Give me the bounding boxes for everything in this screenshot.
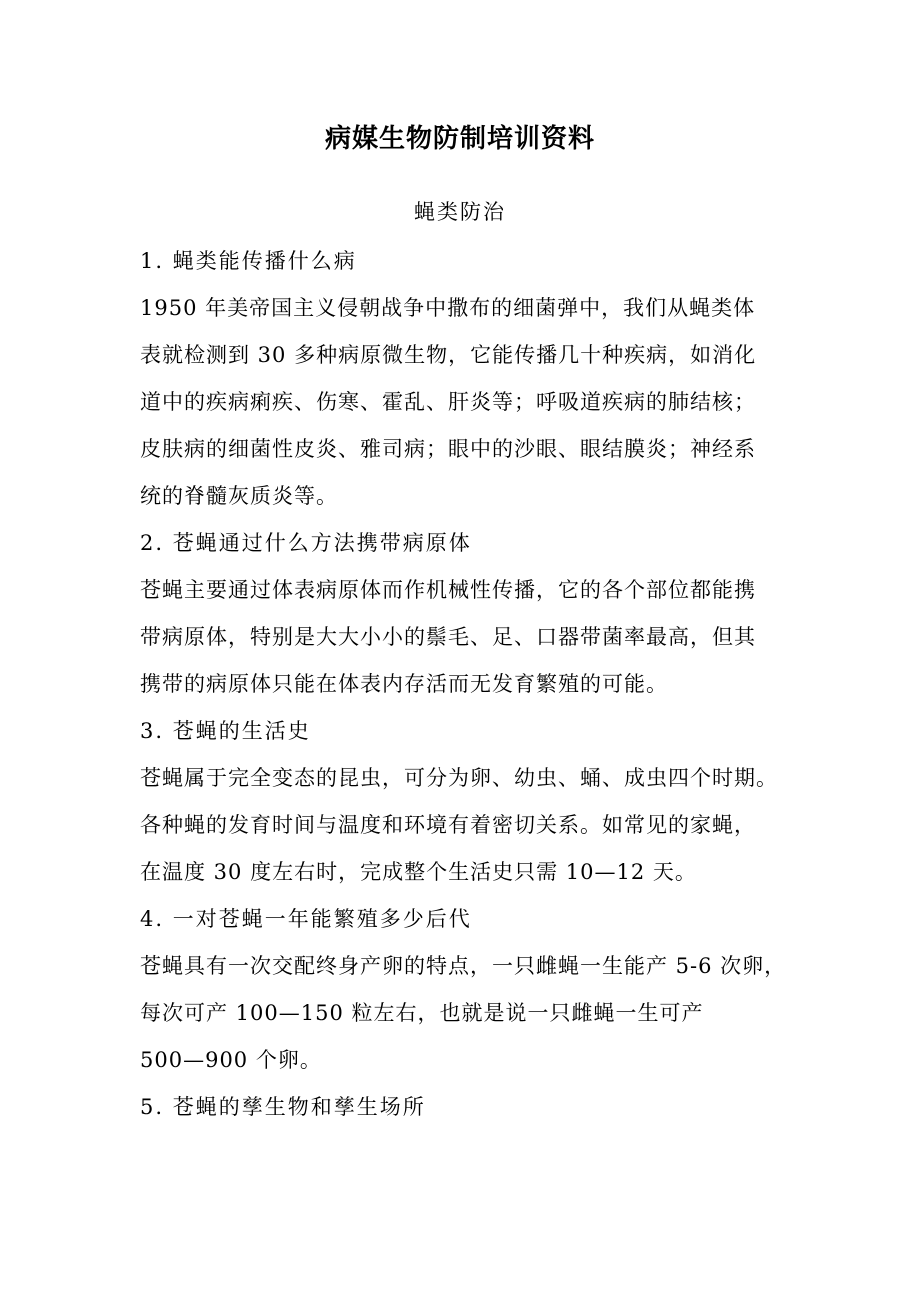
paragraph-line: 带病原体，特别是大大小小的鬃毛、足、口器带菌率最高，但其 [140, 625, 756, 649]
question-heading-1: 1. 蝇类能传播什么病 [140, 249, 357, 273]
paragraph-line: 苍蝇主要通过体表病原体而作机械性传播，它的各个部位都能携 [140, 578, 756, 602]
paragraph-line: 皮肤病的细菌性皮炎、雅司病；眼中的沙眼、眼结膜炎；神经系 [140, 437, 756, 461]
paragraph-line: 苍蝇属于完全变态的昆虫，可分为卵、幼虫、蛹、成虫四个时期。 [140, 766, 778, 790]
question-heading-2: 2. 苍蝇通过什么方法携带病原体 [140, 531, 472, 555]
paragraph-line: 每次可产 100—150 粒左右，也就是说一只雌蝇一生可产 [140, 1001, 704, 1025]
paragraph-line: 各种蝇的发育时间与温度和环境有着密切关系。如常见的家蝇， [140, 813, 756, 837]
question-heading-5: 5. 苍蝇的孳生物和孳生场所 [140, 1095, 426, 1119]
paragraph-line: 道中的疾病痢疾、伤寒、霍乱、肝炎等；呼吸道疾病的肺结核； [140, 390, 756, 414]
question-heading-4: 4. 一对苍蝇一年能繁殖多少后代 [140, 907, 472, 931]
paragraph-line: 在温度 30 度左右时，完成整个生活史只需 10—12 天。 [140, 860, 697, 884]
paragraph-line: 统的脊髓灰质炎等。 [140, 484, 338, 508]
paragraph-line: 表就检测到 30 多种病原微生物，它能传播几十种疾病，如消化 [140, 343, 757, 367]
paragraph-line: 500—900 个卵。 [140, 1048, 322, 1072]
paragraph-line: 携带的病原体只能在体表内存活而无发育繁殖的可能。 [140, 672, 668, 696]
document-title: 病媒生物防制培训资料 [324, 124, 595, 154]
document-body [140, 238, 790, 1131]
paragraph-line: 苍蝇具有一次交配终身产卵的特点，一只雌蝇一生能产 5-6 次卵， [140, 954, 787, 978]
section-subtitle: 蝇类防治 [414, 200, 506, 224]
paragraph-line: 1950 年美帝国主义侵朝战争中撒布的细菌弹中，我们从蝇类体 [140, 296, 756, 320]
question-heading-3: 3. 苍蝇的生活史 [140, 719, 311, 743]
